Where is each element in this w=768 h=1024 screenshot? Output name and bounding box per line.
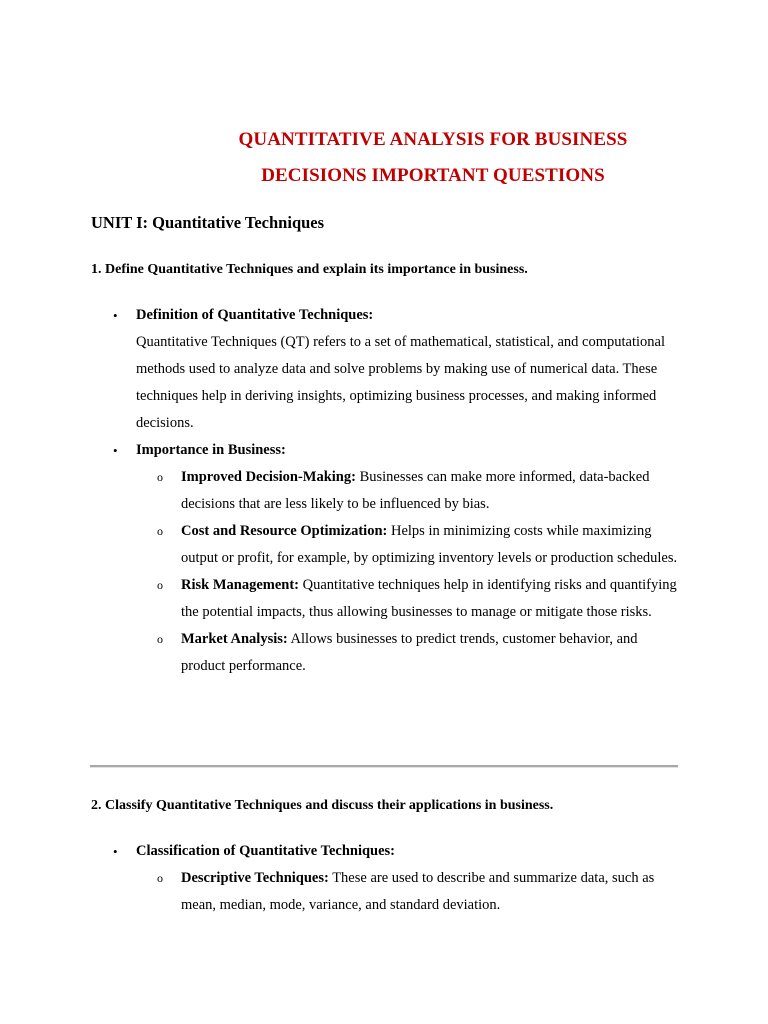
- sublist-item: [0, 626, 678, 680]
- importance-sublist: [136, 464, 678, 680]
- sublist-term: Descriptive Techniques:: [181, 870, 329, 886]
- sublist-item: [0, 464, 678, 518]
- sublist-text: Quantitative techniques help in identifying risks and quantifying the potential impacts, thus allowing businesses to manage or mitigate those risks.: [181, 577, 677, 620]
- sublist-term: Risk Management:: [181, 577, 300, 593]
- question-2-answer-list: [0, 838, 768, 919]
- document-title: [0, 122, 768, 194]
- circle-bullet-icon: o: [157, 578, 163, 592]
- list-item-classification: [0, 838, 768, 919]
- definition-heading: Definition of Quantitative Techniques:: [136, 307, 374, 323]
- sublist-term: Cost and Resource Optimization:: [181, 523, 388, 539]
- question-1-answer-list: [0, 302, 768, 680]
- title-line-2: DECISIONS IMPORTANT QUESTIONS: [261, 165, 605, 186]
- classification-sublist: [136, 865, 678, 919]
- sublist-item: [0, 518, 678, 572]
- question-1: 1. Define Quantitative Techniques and explain its importance in business.: [91, 262, 528, 277]
- bullet-icon: •: [113, 443, 118, 458]
- question-2: 2. Classify Quantitative Techniques and discuss their applications in business.: [91, 798, 554, 813]
- sublist-text: These are used to describe and summarize data, such as mean, median, mode, variance, and standard deviation.: [181, 870, 655, 913]
- list-item-definition: [0, 302, 768, 437]
- importance-heading: Importance in Business:: [136, 442, 286, 458]
- sublist-item: [0, 865, 678, 919]
- unit-heading: UNIT I: Quantitative Techniques: [91, 213, 325, 232]
- sublist-item: [0, 572, 678, 626]
- title-line-1: QUANTITATIVE ANALYSIS FOR BUSINESS: [238, 129, 628, 150]
- sublist-text: Businesses can make more informed, data-backed decisions that are less likely to be influenced by bias.: [181, 469, 650, 512]
- circle-bullet-icon: o: [157, 871, 163, 885]
- sublist-term: Improved Decision-Making:: [181, 469, 356, 485]
- sublist-text: Helps in minimizing costs while maximizing output or profit, for example, by optimizing inventory levels or production schedules.: [181, 523, 678, 566]
- circle-bullet-icon: o: [157, 470, 163, 484]
- bullet-icon: •: [113, 844, 118, 859]
- circle-bullet-icon: o: [157, 632, 163, 646]
- list-item-importance: [0, 437, 768, 680]
- sublist-term: Market Analysis:: [181, 631, 288, 647]
- classification-heading: Classification of Quantitative Techniques:: [136, 843, 396, 859]
- horizontal-divider: [90, 765, 678, 768]
- bullet-icon: •: [113, 308, 118, 323]
- definition-text: Quantitative Techniques (QT) refers to a set of mathematical, statistical, and computational methods used to analyze data and solve problems by making use of numerical data. These techniques help in deriving insights, optimizing business processes, and making informed decisions.: [136, 334, 665, 431]
- circle-bullet-icon: o: [157, 524, 163, 538]
- sublist-text: Allows businesses to predict trends, customer behavior, and product performance.: [181, 631, 638, 674]
